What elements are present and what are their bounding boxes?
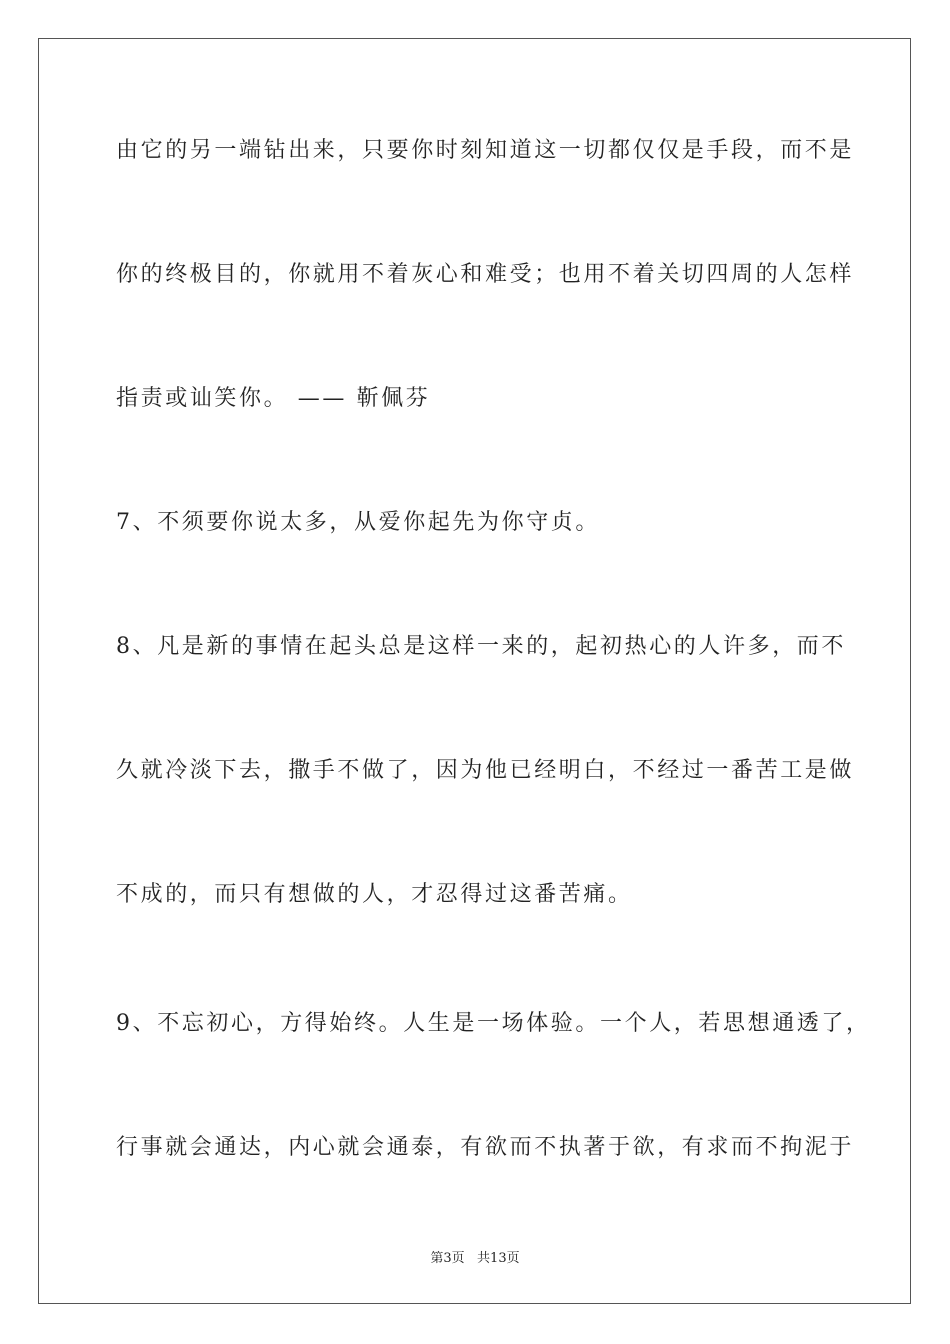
text-line: 你的终极目的，你就用不着灰心和难受；也用不着关切四周的人怎样 — [116, 262, 855, 287]
page-border — [38, 38, 911, 1304]
text-line: 7、不须要你说太多，从爱你起先为你守贞。 — [116, 510, 600, 535]
page-number: 第3页 共13页 — [430, 1251, 520, 1266]
text-line: 9、不忘初心，方得始终。人生是一场体验。一个人，若思想通透了， — [116, 1011, 871, 1036]
text-line: 不成的，而只有想做的人，才忍得过这番苦痛。 — [116, 882, 633, 907]
text-line: 久就冷淡下去，撒手不做了，因为他已经明白，不经过一番苦工是做 — [116, 758, 855, 783]
text-line: 行事就会通达，内心就会通泰，有欲而不执著于欲，有求而不拘泥于 — [116, 1135, 855, 1160]
text-line: 指责或讪笑你。 —— 靳佩芬 — [116, 386, 431, 411]
text-line: 由它的另一端钻出来，只要你时刻知道这一切都仅仅是手段，而不是 — [116, 138, 855, 163]
text-line: 8、凡是新的事情在起头总是这样一来的，起初热心的人许多，而不 — [116, 634, 846, 659]
